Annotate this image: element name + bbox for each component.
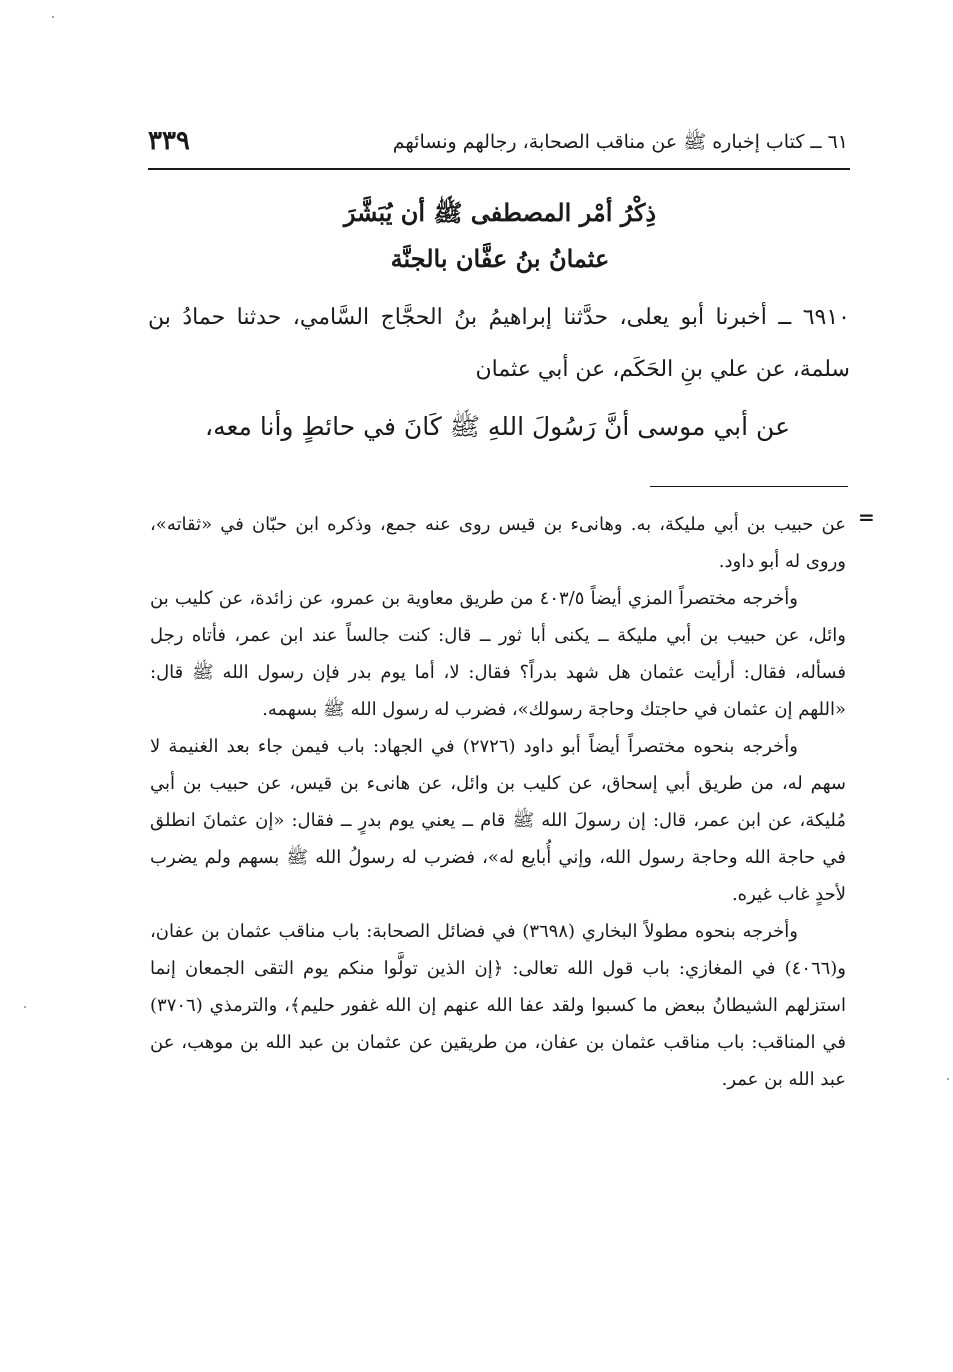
footnote-paragraph: عن حبيب بن أبي مليكة، به. وهانىء بن قيس روى عنه جمع، وذكره ابن حبّان في «ثقاته»، وروى له أبو داود.	[150, 514, 846, 572]
hadith-matn: عن أبي موسى أنَّ رَسُولَ اللهِ ﷺ كَانَ في حائطٍ وأنا معه،	[205, 412, 790, 441]
header-rule	[148, 168, 850, 170]
chapter-heading-line-2: عثمانُ بنُ عفَّان بالجنَّة	[390, 244, 610, 273]
chapter-heading	[150, 190, 850, 282]
hadith-isnad: ٦٩١٠ ــ أخبرنا أبو يعلى، حدَّثنا إبراهيمُ بنُ الحجَّاج السَّامي، حدثنا حمادُ بن سلمة، عن علي بنِ الحَكَم، عن أبي عثمان	[148, 305, 850, 382]
paper-speck	[947, 1078, 949, 1080]
running-head	[148, 126, 848, 166]
footnote-paragraph: وأخرجه بنحوه مطولاً البخاري (٣٦٩٨) في فضائل الصحابة: باب مناقب عثمان بن عفان، و(٤٠٦٦) في المغازي: باب قول الله تعالى: ﴿إن الذين تولَّوا منكم يوم التقى الجمعان إنما استزلهم الشيطانُ ببعض ما كسبوا ولقد عفا الله عنهم إن الله غفور حليم﴾، والترمذي (٣٧٠٦) في المناقب: باب مناقب عثمان بن عفان، من طريقين عن عثمان بن عبد الله بن موهب، عن عبد الله بن عمر.	[150, 921, 846, 1090]
footnote-paragraph: وأخرجه مختصراً المزي أيضاً ٤٠٣/٥ من طريق معاوية بن عمرو، عن زائدة، عن كليب بن وائل، عن حبيب بن أبي مليكة ــ يكنى أبا ثور ــ قال: كنت جالساً عند ابن عمر، فأتاه رجل فسأله، فقال: أرأيت عثمان هل شهد بدراً؟ فقال: لا، أما يوم بدر فإن رسول الله ﷺ قال: «اللهم إن عثمان في حاجتك وحاجة رسولك»، فضرب له رسول الله ﷺ بسهمه.	[150, 588, 846, 720]
page-number: ٣٣٩	[148, 126, 190, 156]
chapter-heading-line-1: ذِكْرُ أمْر المصطفى ﷺ أن يُبَشَّرَ	[343, 198, 657, 227]
running-title: ٦١ ــ كتاب إخباره ﷺ عن مناقب الصحابة، رجالهم ونسائهم	[392, 131, 848, 153]
footnote-separator	[650, 486, 848, 487]
footnote-paragraph: وأخرجه بنحوه مختصراً أيضاً أبو داود (٢٧٢٦) في الجهاد: باب فيمن جاء بعد الغنيمة لا سهم له، من طريق أبي إسحاق، عن كليب بن وائل، عن هانىء بن قيس، عن حبيب بن أبي مُليكة، عن ابن عمر، قال: إن رسولَ الله ﷺ قام ــ يعني يوم بدرٍ ــ فقال: «إن عثمانَ انطلق في حاجة الله وحاجة رسول الله، وإني أُبايع له»، فضرب له رسولُ الله ﷺ بسهم ولم يضرب لأحدٍ غاب غيره.	[150, 736, 846, 905]
paper-speck	[24, 1006, 26, 1008]
footnotes	[150, 506, 846, 1098]
continuation-mark: =	[858, 505, 875, 529]
paper-speck	[52, 16, 54, 18]
